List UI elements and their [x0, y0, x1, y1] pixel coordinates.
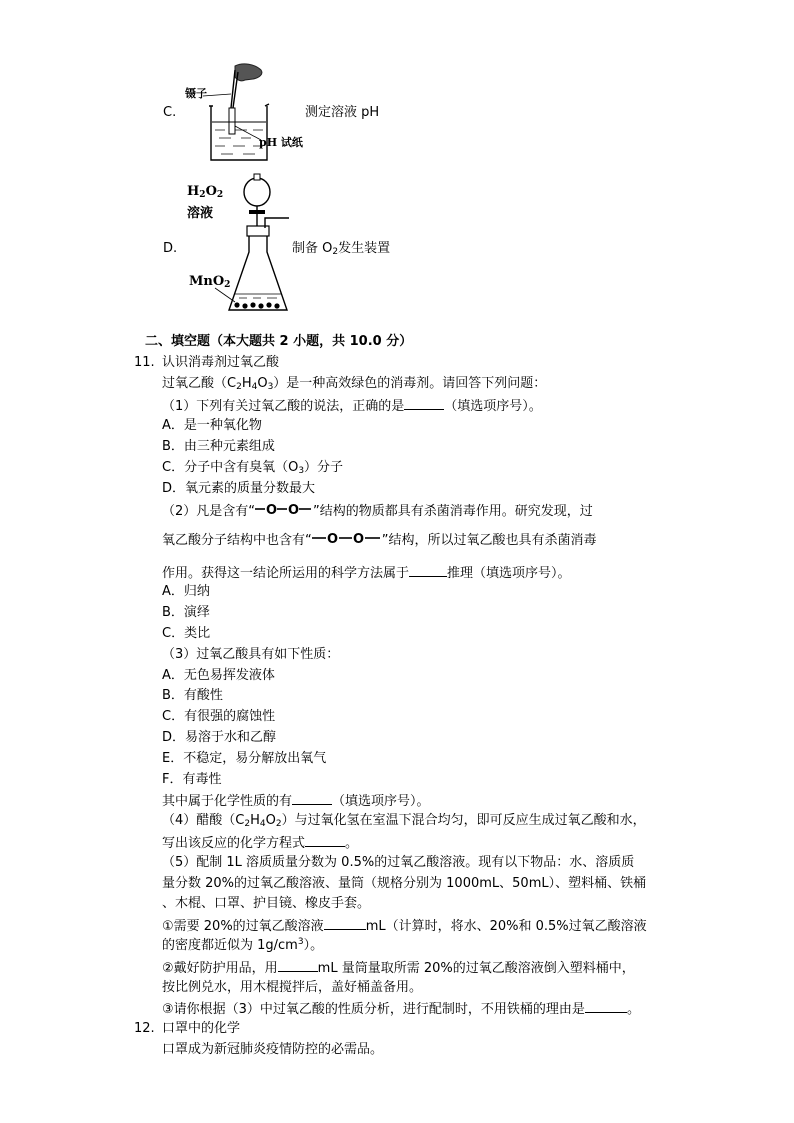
q11-p1-option-b: B．由三种元素组成 — [162, 439, 275, 454]
svg-text:O: O — [326, 532, 338, 545]
option-c-label: C. — [163, 105, 177, 120]
tweezers-label: 镊子 — [185, 87, 207, 100]
q11-part2-line2: 氧乙酸分子结构中也含有“ O O ”结构，所以过氧乙酸也具有杀菌消毒 — [162, 532, 597, 548]
funnel-stopcock — [249, 210, 265, 214]
q11-part5-line3: 、木棍、口罩、护目镜、橡皮手套。 — [162, 896, 371, 911]
beaker-outline — [211, 106, 267, 160]
funnel-bulb — [244, 178, 270, 206]
answer-blank[interactable] — [292, 792, 332, 805]
conical-flask — [229, 236, 287, 310]
q11-part3: （3）过氧乙酸具有如下性质： — [162, 647, 340, 662]
answer-blank[interactable] — [585, 1000, 627, 1013]
q11-p3-option-b: B．有酸性 — [162, 688, 223, 703]
q11-p1-option-d: D．氧元素的质量分数最大 — [162, 481, 316, 496]
q11-part5-line1: （5）配制 1L 溶质质量分数为 0.5%的过氧乙酸溶液。现有以下物品：水、溶质质 — [162, 855, 635, 870]
ph-test-figure — [185, 60, 303, 170]
tweezers-pointer — [203, 94, 231, 96]
q11-part5-item3: ③请你根据（3）中过氧乙酸的性质分析，进行配制时，不用铁桶的理由是 。 — [162, 1002, 640, 1017]
q11-intro: 过氧乙酸$(C_2H_4O_3)$是一种高效绿色的消毒剂。请回答下列问题： — [162, 376, 547, 392]
q11-number: 11. — [134, 355, 155, 370]
q12-intro: 口罩成为新冠肺炎疫情防控的必需品。 — [162, 1042, 384, 1057]
option-c-caption: 测定溶液 pH — [305, 105, 380, 120]
q11-part5-item2-line2: 按比例兑水，用木棍搅拌后，盖好桶盖备用。 — [162, 980, 423, 995]
answer-blank[interactable] — [278, 959, 318, 972]
q12-number: 12. — [134, 1021, 155, 1036]
answer-blank[interactable] — [409, 564, 447, 577]
q11-part3-question: 其中属于化学性质的有 （填选项序号）。 — [162, 794, 430, 809]
section-title: 二、填空题（本大题共 2 小题，共 10.0 分） — [145, 334, 413, 349]
svg-text:O: O — [352, 532, 364, 545]
q11-part2-line3: 作用。获得这一结论所运用的科学方法属于 推理（填选项序号）。 — [162, 566, 571, 581]
peroxide-structure — [312, 531, 382, 550]
solution-label: 溶液 — [187, 206, 214, 221]
q11-p2-option-b: B．演绎 — [162, 605, 210, 620]
q11-part5-line2: 量分数 20%的过氧乙酸溶液、量筒（规格分别为 1000mL、50mL）、塑料桶、铁桶 — [162, 876, 647, 891]
q11-part5-item1-line2: 的密度都近似为 $1g/cm^3$）。 — [162, 937, 324, 953]
funnel-stopper — [254, 174, 260, 180]
svg-text:O: O — [266, 503, 278, 516]
answer-blank[interactable] — [404, 397, 444, 410]
q11-p3-option-c: C．有很强的腐蚀性 — [162, 709, 276, 724]
q11-p3-option-e: E．不稳定，易分解放出氧气 — [162, 751, 327, 766]
o2-generator-figure — [185, 172, 295, 322]
q11-p3-option-d: D．易溶于水和乙醇 — [162, 730, 277, 745]
mno2-pointer — [215, 288, 235, 302]
ph-paper-label: pH 试纸 — [259, 136, 303, 149]
q11-p3-option-a: A．无色易挥发液体 — [162, 668, 275, 683]
q11-part5-item2-line1: ②戴好防护用品，用 mL 量筒量取所需 20%的过氧乙酸溶液倒入塑料桶中， — [162, 961, 635, 976]
q11-part2-line1: （2）凡是含有“ O O ”结构的物质都具有杀菌消毒作用。研究发现，过 — [162, 503, 593, 519]
mno2-label: MnO$_2$ — [189, 274, 231, 290]
q11-p2-option-c: C．类比 — [162, 626, 211, 641]
q11-part4-line2: 写出该反应的化学方程式 。 — [162, 836, 359, 851]
q11-title: 认识消毒剂过氧乙酸 — [162, 355, 280, 370]
ph-beaker-drawing — [185, 60, 295, 170]
answer-blank[interactable] — [305, 834, 345, 847]
q11-p2-option-a: A．归纳 — [162, 584, 210, 599]
q11-p1-option-c: C．分子中含有臭氧$(O_3)$分子 — [162, 460, 344, 476]
option-d-caption: 制备 $O_2$发生装置 — [292, 241, 391, 257]
liquid-hatching — [215, 130, 263, 154]
mno2-particles — [234, 302, 279, 308]
h2o2-label: $H_2O_2$ — [187, 184, 224, 200]
q12-title: 口罩中的化学 — [162, 1021, 241, 1036]
q11-part4-line1: （4）醋酸$(C_2H_4O_2)$与过氧化氢在室温下混合均匀，即可反应生成过氧乙酸和水， — [162, 813, 646, 829]
answer-blank[interactable] — [324, 917, 366, 930]
ph-paper-strip — [229, 108, 235, 134]
flask-stopper — [247, 226, 269, 236]
hand-shape — [235, 64, 262, 81]
q11-part1: （1）下列有关过氧乙酸的说法，正确的是 （填选项序号）。 — [162, 399, 542, 414]
option-d-label: D. — [163, 241, 178, 256]
q11-part5-item1-line1: ①需要 20%的过氧乙酸溶液 mL（计算时，将水、20%和 0.5%过氧乙酸溶液 — [162, 919, 647, 934]
svg-text:O: O — [288, 503, 300, 516]
q11-p3-option-f: F．有毒性 — [162, 772, 222, 787]
q11-p1-option-a: A．是一种氧化物 — [162, 418, 262, 433]
peroxide-structure — [255, 502, 313, 521]
beaker-lip — [209, 104, 269, 106]
